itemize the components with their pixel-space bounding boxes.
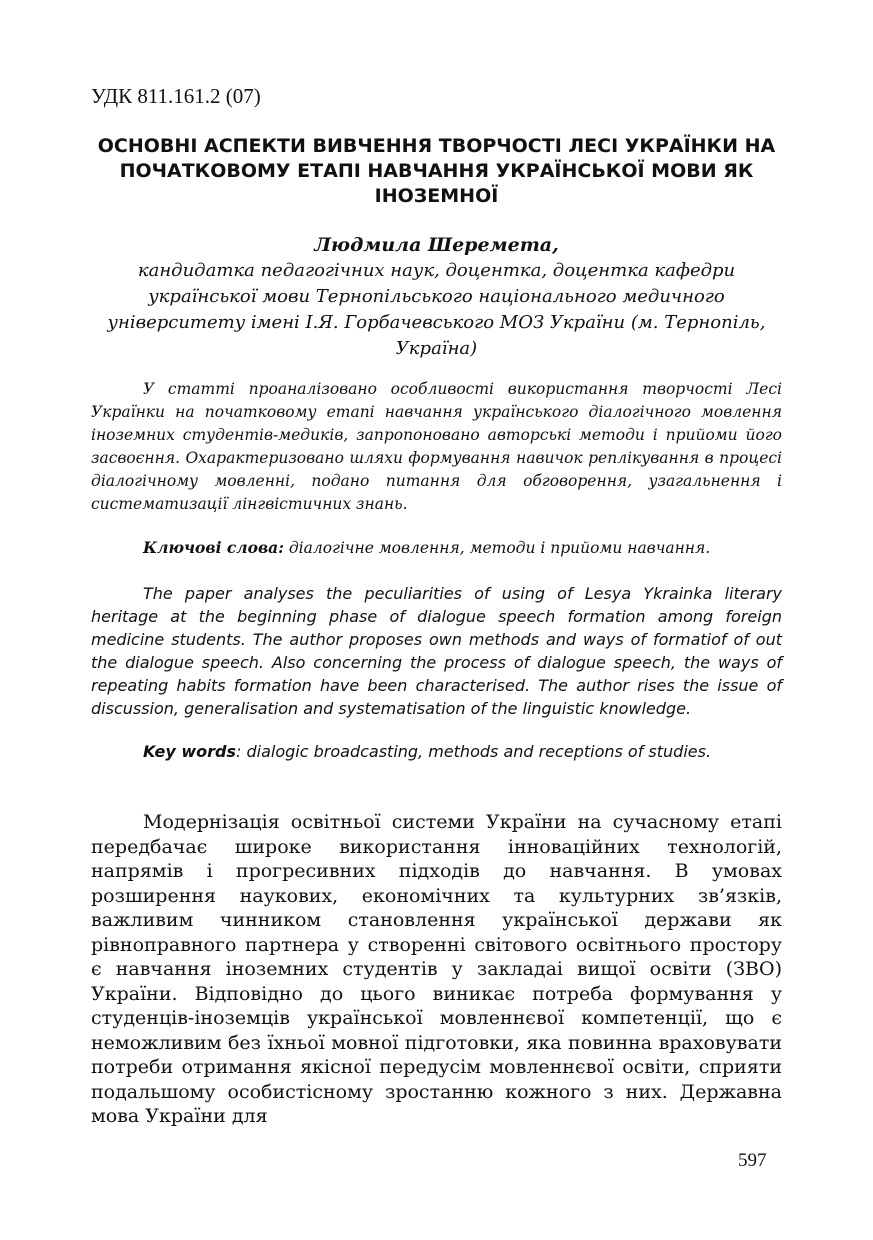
article-title: ОСНОВНІ АСПЕКТИ ВИВЧЕННЯ ТВОРЧОСТІ ЛЕСІ УКРАЇНКИ НА ПОЧАТКОВОМУ ЕТАПІ НАВЧАННЯ УКРАЇНСЬКОЇ МОВИ ЯК ІНОЗЕМНОЇ — [97, 135, 776, 207]
author-name: Людмила Шеремета, — [314, 234, 559, 256]
abstract-english: The paper analyses the peculiarities of using of Lesya Ykrainka literary heritage at the beginning phase of dialogue speech formation among foreign medicine students. The author proposes own methods and ways of formatiof of out the dialogue speech. Also concerning the process of dialogue speech, the ways of repeating habits formation have been characterised. The author rises the issue of discussion, generalisation and systematisation of the linguistic knowledge. — [91, 584, 782, 718]
keywords-english-label: Key words — [143, 742, 237, 761]
abstract-ukrainian — [91, 378, 782, 516]
page-number: 597 — [738, 1150, 767, 1171]
keywords-ukrainian-label: Ключові слова: — [143, 538, 284, 557]
keywords-ukrainian — [91, 536, 782, 560]
abstract-ukrainian-text: У статті проаналізовано особливості використання творчості Лесі Українки на початковому етапі навчання українського діалогічного мовлення іноземних студентів-медиків, запропоновано авторські методи і прийоми його засвоєння. Охарактеризовано шляхи формування навичок реплікування в процесі діалогічному мовленні, подано питання для обговорення, узагальнення і систематизації лінгвістичних знань. — [91, 380, 782, 513]
udk-code: УДК 811.161.2 (07) — [91, 84, 261, 108]
author-affiliation: кандидатка педагогічних наук, доцентка, доцентка кафедри української мови Тернопільського національного медичного університету імені І.Я. Горбачевського МОЗ України (м. Тернопіль, Україна) — [107, 260, 766, 359]
body-paragraph: Модернізація освітньої системи України на сучасному етапі передбачає широке використання інноваційних технологій, напрямів і прогресивних підходів до навчання. В умовах розширення наукових, економічних та культурних зв’язків, важливим чинником становлення української держави як рівноправного партнера у створенні світового освітнього простору є навчання іноземних студентів у закладаі вищої освіти (ЗВО) України. Відповідно до цього виникає потреба формування у студенців-іноземців української мовленнєвої компетенції, що є неможливим без їхньої мовної підготовки, яка повинна враховувати потреби отримання якісної передусім мовленнєвої освіти, сприяти подальшому особистісному зростанню кожного з них. Державна мова України для — [91, 811, 782, 1127]
keywords-english — [91, 740, 782, 763]
keywords-english-text: : dialogic broadcasting, methods and receptions of studies. — [236, 742, 712, 761]
keywords-ukrainian-text: діалогічне мовлення, методи і прийоми навчання. — [283, 539, 711, 557]
